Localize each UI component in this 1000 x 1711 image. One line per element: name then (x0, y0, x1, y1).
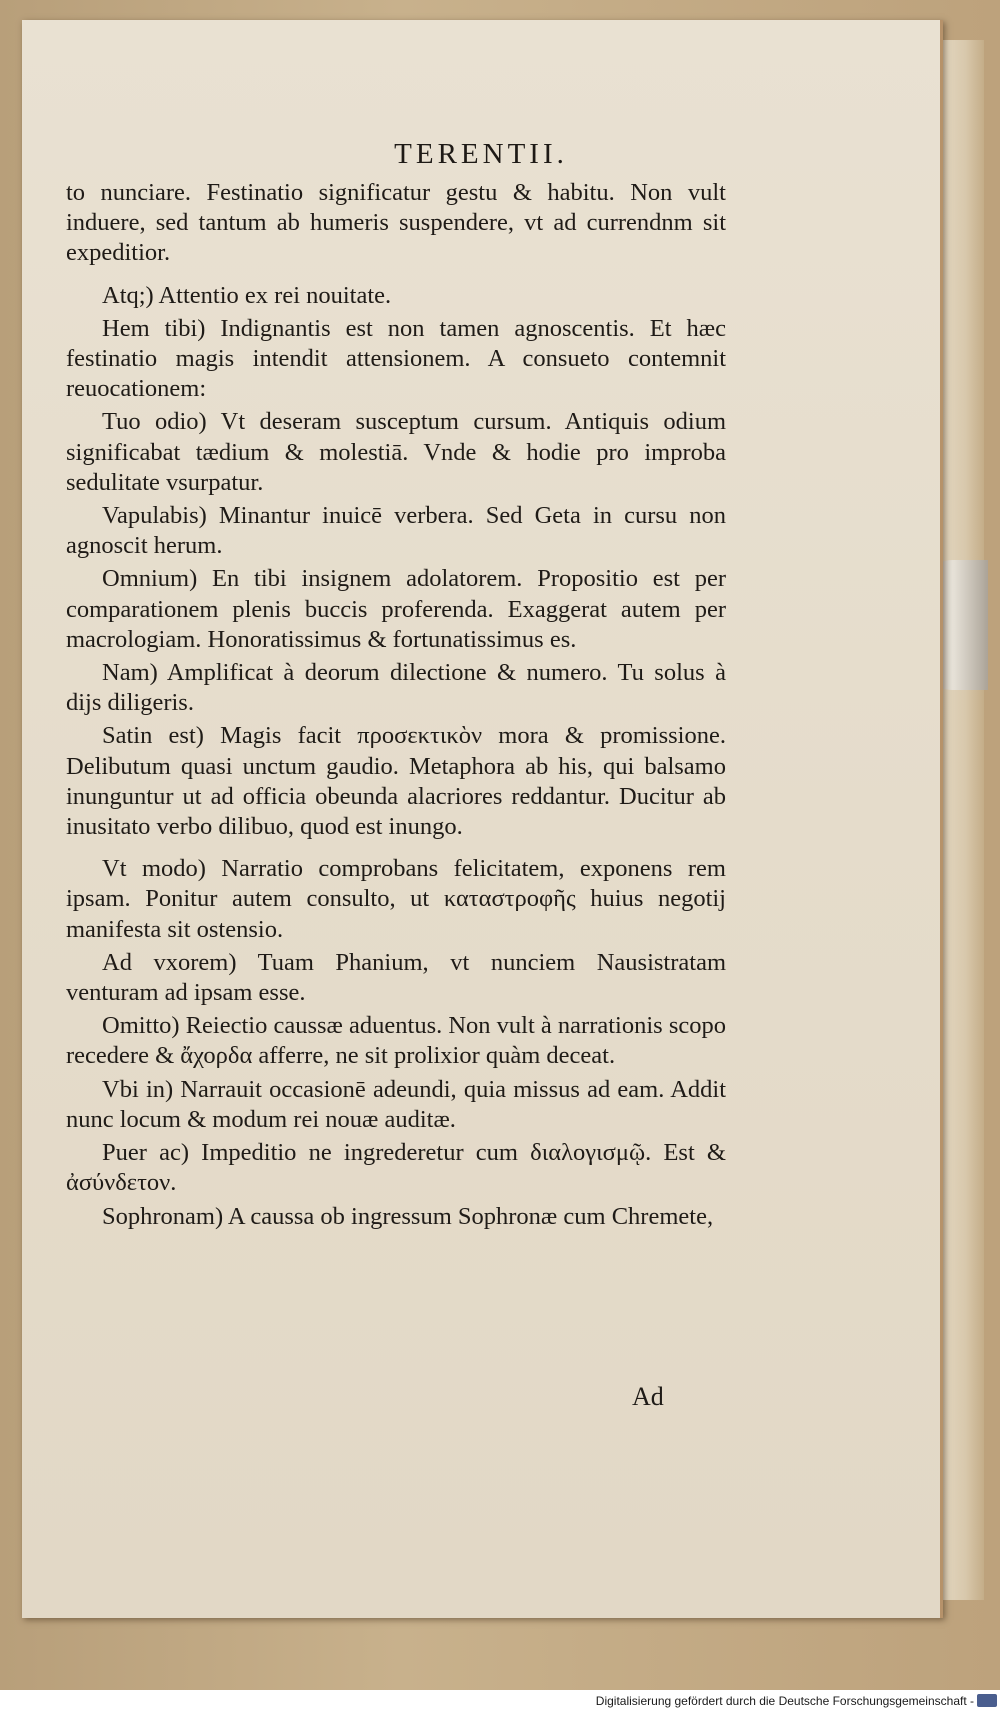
paragraph: Tuo odio) Vt deseram susceptum cursum. Antiquis odium significabat tædium & molestiā. Vnde & hodie pro improba sedulitate vsurpatur. (66, 408, 726, 496)
book-page (22, 20, 943, 1618)
digitization-footer (0, 1690, 1000, 1711)
paragraph: Sophronam) A caussa ob ingressum Sophronæ cum Chremete, (102, 1202, 714, 1230)
catchword: Ad (632, 1382, 664, 1411)
paragraph: Satin est) Magis facit προσεκτικὸν mora & promissione. Delibutum quasi unctum gaudio. Metaphora ab his, qui balsamo inunguntur ut ad officia obeunda alacriores reddantur. Ducitur ab inusitato verbo dilibuo, quod est inungo. (66, 722, 726, 841)
paragraph: Atq;) Attentio ex rei nouitate. (102, 281, 392, 309)
paragraph: Vt modo) Narratio comprobans felicitatem, exponens rem ipsam. Ponitur autem consulto, ut καταστροφῆς huius negotij manifesta sit ostensio. (66, 855, 726, 943)
paragraph: Ad vxorem) Tuam Phanium, vt nunciem Nausistratam venturam ad ipsam esse. (66, 948, 726, 1007)
paragraph: Vapulabis) Minantur inuicē verbera. Sed Geta in cursu non agnoscit herum. (66, 502, 726, 560)
running-head: TERENTII. (394, 138, 568, 170)
paragraph: Omitto) Reiectio caussæ aduentus. Non vult à narrationis scopo recedere & ἄχορδα afferre, ne sit prolixior quàm deceat. (66, 1012, 726, 1070)
paragraph: Vbi in) Narrauit occasionē adeundi, quia missus ad eam. Addit nunc locum & modum rei nouæ auditæ. (66, 1075, 726, 1133)
commentary-text (66, 178, 726, 1235)
paragraph: to nunciare. Festinatio significatur gestu & habitu. Non vult induere, sed tantum ab humeris suspendere, vt ad currendnm sit expeditior. (66, 179, 726, 267)
footer-text: Digitalisierung gefördert durch die Deutsche Forschungsgemeinschaft - (595, 1694, 974, 1708)
paragraph: Puer ac) Impeditio ne ingrederetur cum διαλογισμῷ. Est & ἀσύνδετον. (66, 1139, 726, 1197)
paragraph: Omnium) En tibi insignem adolatorem. Propositio est per comparationem plenis buccis proferenda. Exaggerat autem per macrologiam. Honoratissimus & fortunatissimus es. (66, 565, 726, 653)
dfg-logo-icon (977, 1694, 997, 1707)
paragraph: Hem tibi) Indignantis est non tamen agnoscentis. Et hæc festinatio magis intendit attensionem. A consueto contemnit reuocationem: (66, 314, 726, 403)
page-edges (936, 40, 984, 1600)
paragraph: Nam) Amplificat à deorum dilectione & numero. Tu solus à dijs diligeris. (66, 659, 726, 717)
